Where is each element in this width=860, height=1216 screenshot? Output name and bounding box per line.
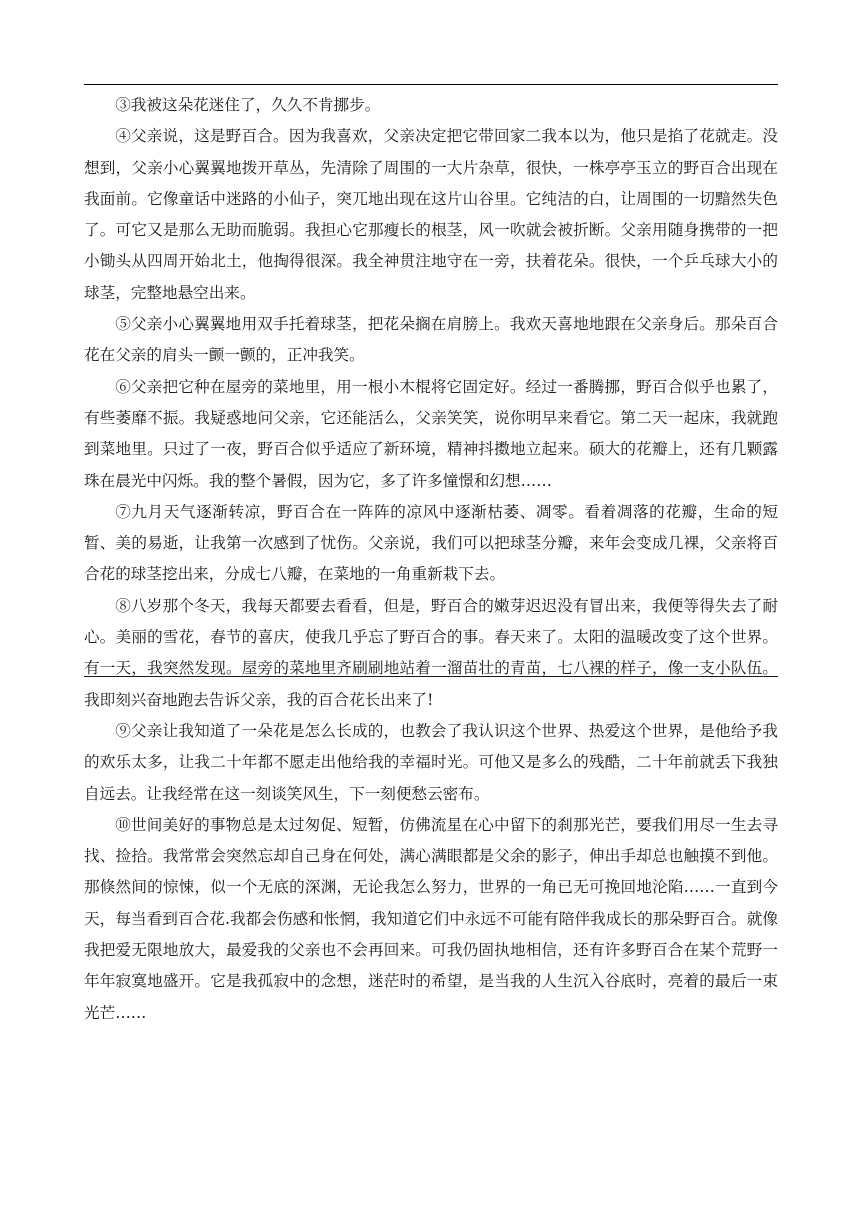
paragraph-7: ⑦九月天气逐渐转凉，野百合在一阵阵的凉风中逐渐枯萎、凋零。看着凋落的花瓣，生命的短暂、美的易逝，让我第一次感到了忧伤。父亲说，我们可以把球茎分瓣，来年会变成几裸，父亲将百合花的球茎挖出来，分成七八瓣，在菜地的一角重新栽下去。	[84, 502, 778, 584]
paragraph-8	[84, 591, 778, 716]
paragraph-4: ④父亲说，这是野百合。因为我喜欢，父亲决定把它带回家二我本以为，他只是掐了花就走。没想到，父亲小心翼翼地拨开草丛，先清除了周围的一大片杂草，很快，一株亭亭玉立的野百合出现在我面前。它像童话中迷路的小仙子，突兀地出现在这片山谷里。它纯洁的白，让周围的一切黯然失色了。可它又是那么无助而脆弱。我担心它那瘦长的根茎，风一吹就会被折断。父亲用随身携带的一把小锄头从四周开始北土，他掏得很深。我全神贯注地守在一旁，扶着花朵。很快，一个乒乓球大小的球茎，完整地悬空出来。	[84, 127, 778, 302]
paragraph-8-lead: ⑧八岁那个冬天，我每天都要去看看，但是，野百合的嫩芽迟迟没有冒出来，我便等得失去了耐心。美丽的雪花，春节的喜庆，使我几乎忘了野百合的事。春天来了。太阳的温暖改变了这个世界。	[84, 596, 778, 647]
paragraph-3: ③我被这朵花迷住了，久久不肯挪步。	[115, 96, 381, 114]
paragraph-10: ⑩世间美好的事物总是太过匆促、短暂，仿佛流星在心中留下的刹那光芒，要我们用尽一生去寻找、捡拾。我常常会突然忘却自己身在何处，满心满眼都是父余的影子，伸出手却总也触摸不到他。那倏然间的惊悚，似一个无底的深渊，无论我怎么努力，世界的一角已无可挽回地沦陷……一直到今天，每当看到百合花.我都会伤感和怅惘，我知道它们中永远不可能有陪伴我成长的那朵野百合。就像我把爱无限地放大，最爱我的父亲也不会再回来。可我仍固执地相信，还有许多野百合在某个荒野一年年寂寞地盛开。它是我孤寂中的念想，迷茫时的希望，是当我的人生沉入谷底时，亮着的最后一束光芒……	[84, 815, 778, 1022]
article-body	[84, 90, 778, 1029]
paragraph-9: ⑨父亲让我知道了一朵花是怎么长成的，也教会了我认识这个世界、热爱这个世界，是他给予我的欢乐太多，让我二十年都不愿走出他给我的幸福时光。可他又是多么的残酷，二十年前就丢下我独自远去。让我经常在这一刻谈笑风生，下一刻便愁云密布。	[84, 721, 778, 803]
paragraph-5: ⑤父亲小心翼翼地用双手托着球茎，把花朵搁在肩膀上。我欢天喜地地跟在父亲身后。那朵百合花在父亲的肩头一颤一颤的，正冲我笑。	[84, 315, 778, 365]
paragraph-6: ⑥父亲把它种在屋旁的菜地里，用一根小木棍将它固定好。经过一番腾挪，野百合似乎也累了，有些萎靡不振。我疑惑地问父亲，它还能活么，父亲笑笑，说你明早来看它。第二天一起床，我就跑到菜地里。只过了一夜，野百合似乎适应了新环境，精神抖擞地立起来。硕大的花瓣上，还有几颗露珠在晨光中闪烁。我的整个暑假，因为它，多了许多憧憬和幻想……	[84, 377, 778, 490]
header-rule	[84, 84, 778, 85]
underlined-sentence: 有一天，我突然发现。屋旁的菜地里齐刷刷地站着一溜苗壮的青苗，七八裸的样子，像一支小队伍。	[84, 659, 778, 678]
paragraph-8-tail: 我即刻兴奋地跑去告诉父亲，我的百合花长出来了!	[84, 690, 434, 709]
